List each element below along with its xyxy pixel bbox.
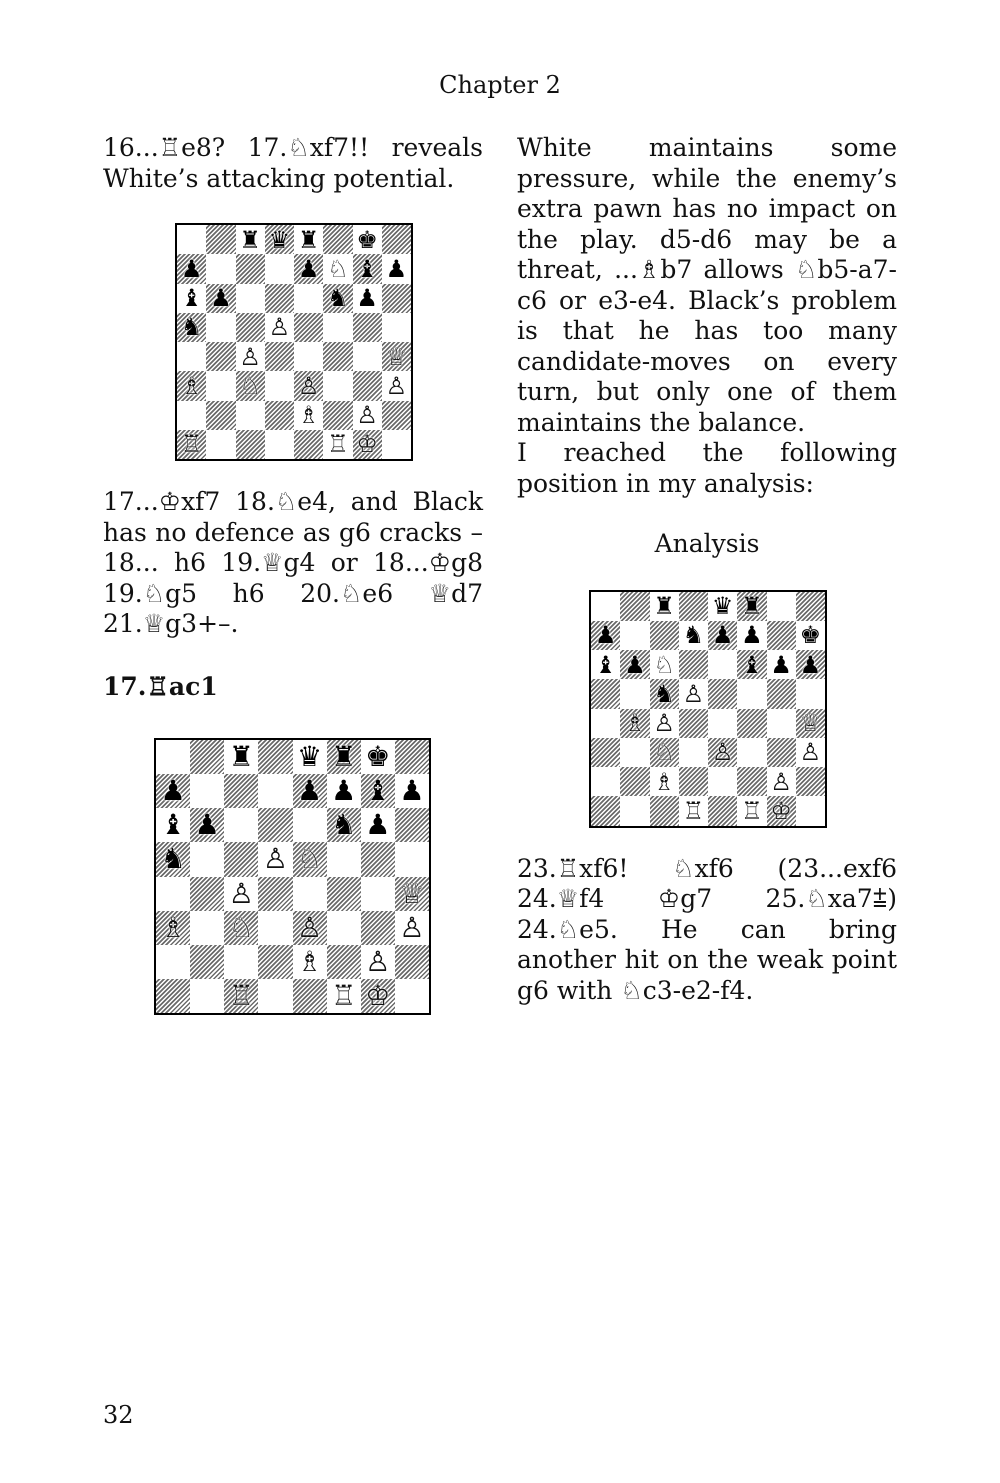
black-knight-icon: ♞ [331, 808, 357, 842]
white-knight-icon: ♘ [228, 910, 254, 944]
square-d1 [258, 979, 292, 1013]
square-a8 [591, 592, 620, 621]
square-g4 [361, 877, 395, 911]
square-e3 [294, 371, 323, 400]
black-rook-icon: ♜ [741, 592, 763, 621]
right-paragraph-2: I reached the following position in my analysis: [517, 438, 897, 498]
square-g5 [767, 679, 796, 708]
square-a4 [156, 877, 190, 911]
square-g4 [353, 342, 382, 371]
square-g2 [361, 945, 395, 979]
black-bishop-icon: ♝ [594, 650, 617, 679]
black-bishop-icon: ♝ [741, 650, 763, 679]
square-a1 [177, 430, 206, 459]
square-b1 [190, 979, 224, 1013]
square-a7 [591, 621, 620, 650]
white-pawn-icon: ♙ [711, 738, 734, 767]
black-knight-icon: ♞ [653, 679, 675, 708]
square-h5 [395, 842, 429, 876]
square-b4 [206, 342, 235, 371]
square-d7 [258, 774, 292, 808]
square-d3 [258, 911, 292, 945]
square-d4 [679, 709, 708, 738]
white-pawn-icon: ♙ [399, 910, 425, 944]
white-rook-icon: ♖ [327, 430, 349, 459]
square-e6 [294, 284, 323, 313]
square-b8 [206, 225, 235, 254]
square-f8 [323, 225, 352, 254]
square-f8 [737, 592, 766, 621]
square-a3 [177, 371, 206, 400]
left-paragraph-1: 16...♖e8? 17.♘xf7!! reveals White’s attacking potential. [103, 133, 483, 193]
square-f3 [327, 911, 361, 945]
square-b2 [190, 945, 224, 979]
square-g7 [361, 774, 395, 808]
square-e8 [293, 740, 327, 774]
black-rook-icon: ♜ [331, 740, 357, 774]
white-rook-icon: ♖ [682, 796, 705, 825]
black-bishop-icon: ♝ [180, 284, 203, 313]
square-d2 [265, 401, 294, 430]
white-knight-icon: ♘ [239, 371, 261, 400]
white-pawn-icon: ♙ [385, 371, 408, 400]
square-a6 [177, 284, 206, 313]
black-queen-icon: ♛ [268, 225, 291, 254]
square-e3 [708, 738, 737, 767]
white-pawn-icon: ♙ [653, 709, 675, 738]
white-pawn-icon: ♙ [239, 342, 261, 371]
square-a3 [591, 738, 620, 767]
square-g1 [361, 979, 395, 1013]
square-d2 [679, 767, 708, 796]
square-e2 [708, 767, 737, 796]
square-f4 [737, 709, 766, 738]
black-pawn-icon: ♟ [711, 621, 734, 650]
black-pawn-icon: ♟ [399, 774, 425, 808]
black-queen-icon: ♛ [297, 740, 323, 774]
square-c3 [236, 371, 265, 400]
white-knight-icon: ♘ [653, 650, 675, 679]
square-f7 [327, 774, 361, 808]
white-bishop-icon: ♗ [160, 910, 186, 944]
square-d8 [679, 592, 708, 621]
black-rook-icon: ♜ [239, 225, 261, 254]
square-b6 [620, 650, 649, 679]
square-b1 [620, 796, 649, 825]
square-h1 [395, 979, 429, 1013]
square-g7 [353, 254, 382, 283]
black-king-icon: ♚ [799, 621, 822, 650]
square-f6 [323, 284, 352, 313]
square-h4 [382, 342, 411, 371]
square-b5 [206, 313, 235, 342]
square-g5 [361, 842, 395, 876]
square-d5 [679, 679, 708, 708]
white-pawn-icon: ♙ [682, 679, 705, 708]
square-h1 [382, 430, 411, 459]
square-d1 [265, 430, 294, 459]
square-f8 [327, 740, 361, 774]
square-a8 [156, 740, 190, 774]
black-pawn-icon: ♟ [594, 621, 617, 650]
square-d1 [679, 796, 708, 825]
square-h5 [382, 313, 411, 342]
square-c4 [236, 342, 265, 371]
square-a2 [177, 401, 206, 430]
chess-diagram-3 [589, 590, 827, 828]
left-paragraph-2: 17...♔xf7 18.♘e4, and Black has no defence as g6 cracks – 18... h6 19.♕g4 or 18...♔g8 19.♘g5 h6 20.♘e6 ♕d7 21.♕g3+–. [103, 487, 483, 638]
black-rook-icon: ♜ [297, 225, 320, 254]
white-bishop-icon: ♗ [653, 767, 675, 796]
square-e7 [294, 254, 323, 283]
square-e4 [708, 709, 737, 738]
square-f7 [737, 621, 766, 650]
black-pawn-icon: ♟ [741, 621, 763, 650]
page-number: 32 [103, 1401, 134, 1429]
square-a4 [177, 342, 206, 371]
black-pawn-icon: ♟ [356, 284, 378, 313]
square-c2 [236, 401, 265, 430]
square-e6 [293, 808, 327, 842]
square-b1 [206, 430, 235, 459]
square-c8 [224, 740, 258, 774]
square-c8 [236, 225, 265, 254]
square-f2 [737, 767, 766, 796]
move-heading: 17.♖ac1 [103, 671, 218, 701]
square-h6 [382, 284, 411, 313]
black-knight-icon: ♞ [682, 621, 705, 650]
square-h1 [796, 796, 825, 825]
black-bishop-icon: ♝ [160, 808, 186, 842]
white-pawn-icon: ♙ [262, 842, 288, 876]
black-pawn-icon: ♟ [624, 650, 646, 679]
square-e1 [294, 430, 323, 459]
square-f1 [327, 979, 361, 1013]
square-f4 [323, 342, 352, 371]
square-h7 [395, 774, 429, 808]
black-bishop-icon: ♝ [365, 774, 391, 808]
black-pawn-icon: ♟ [160, 774, 186, 808]
square-e4 [293, 877, 327, 911]
square-g1 [353, 430, 382, 459]
square-a5 [156, 842, 190, 876]
square-e7 [708, 621, 737, 650]
square-e8 [708, 592, 737, 621]
square-a4 [591, 709, 620, 738]
square-c6 [224, 808, 258, 842]
square-b3 [190, 911, 224, 945]
square-c1 [224, 979, 258, 1013]
square-g3 [353, 371, 382, 400]
chess-diagram-2 [154, 738, 431, 1015]
square-h8 [395, 740, 429, 774]
white-rook-icon: ♖ [228, 978, 254, 1012]
square-g8 [767, 592, 796, 621]
square-b5 [620, 679, 649, 708]
square-h3 [796, 738, 825, 767]
white-queen-icon: ♕ [385, 342, 408, 371]
white-knight-icon: ♘ [327, 254, 349, 283]
white-king-icon: ♔ [770, 796, 792, 825]
square-e1 [293, 979, 327, 1013]
white-bishop-icon: ♗ [297, 401, 320, 430]
square-e2 [293, 945, 327, 979]
square-g2 [353, 401, 382, 430]
square-d6 [679, 650, 708, 679]
square-d7 [265, 254, 294, 283]
white-pawn-icon: ♙ [799, 738, 822, 767]
white-bishop-icon: ♗ [180, 371, 203, 400]
black-rook-icon: ♜ [228, 740, 254, 774]
square-g3 [767, 738, 796, 767]
white-pawn-icon: ♙ [268, 313, 291, 342]
black-knight-icon: ♞ [180, 313, 203, 342]
white-queen-icon: ♕ [399, 876, 425, 910]
square-a1 [156, 979, 190, 1013]
square-g1 [767, 796, 796, 825]
square-d5 [258, 842, 292, 876]
white-king-icon: ♔ [365, 978, 391, 1012]
square-a7 [177, 254, 206, 283]
square-h3 [395, 911, 429, 945]
square-b7 [620, 621, 649, 650]
square-e5 [708, 679, 737, 708]
square-c6 [650, 650, 679, 679]
square-a8 [177, 225, 206, 254]
square-b4 [190, 877, 224, 911]
square-f2 [323, 401, 352, 430]
square-a5 [177, 313, 206, 342]
square-h5 [796, 679, 825, 708]
square-b3 [206, 371, 235, 400]
right-column [517, 133, 897, 1006]
square-f5 [323, 313, 352, 342]
square-f6 [737, 650, 766, 679]
square-g6 [361, 808, 395, 842]
right-paragraph-1: White maintains some pressure, while the enemy’s extra pawn has no impact on the play. d5-d6 may be a threat, ...♗b7 allows ♘b5-a7-c6 or e3-e4. Black’s problem is that he has too many candidate-moves on every turn, but only one of them maintains the balance. [517, 133, 897, 437]
square-d6 [258, 808, 292, 842]
square-g7 [767, 621, 796, 650]
square-b8 [190, 740, 224, 774]
square-h7 [382, 254, 411, 283]
white-knight-icon: ♘ [653, 738, 675, 767]
square-f7 [323, 254, 352, 283]
square-c3 [224, 911, 258, 945]
white-pawn-icon: ♙ [297, 371, 320, 400]
black-knight-icon: ♞ [327, 284, 349, 313]
square-h6 [395, 808, 429, 842]
square-c5 [236, 313, 265, 342]
square-c3 [650, 738, 679, 767]
square-f6 [327, 808, 361, 842]
black-pawn-icon: ♟ [770, 650, 792, 679]
square-d4 [265, 342, 294, 371]
square-d2 [258, 945, 292, 979]
square-b6 [190, 808, 224, 842]
square-d3 [679, 738, 708, 767]
square-e2 [294, 401, 323, 430]
black-pawn-icon: ♟ [180, 254, 203, 283]
square-e8 [294, 225, 323, 254]
square-h8 [382, 225, 411, 254]
white-pawn-icon: ♙ [365, 944, 391, 978]
square-e5 [294, 313, 323, 342]
square-g6 [767, 650, 796, 679]
square-c1 [236, 430, 265, 459]
right-paragraph-3: 23.♖xf6! ♘xf6 (23...exf6 24.♕f4 ♔g7 25.♘xa7⩲) 24.♘e5. He can bring another hit on the weak point g6 with ♘c3-e2-f4. [517, 853, 897, 1005]
square-g5 [353, 313, 382, 342]
square-b4 [620, 709, 649, 738]
square-g4 [767, 709, 796, 738]
white-pawn-icon: ♙ [297, 910, 323, 944]
square-b7 [190, 774, 224, 808]
left-column [103, 133, 483, 1015]
square-c2 [224, 945, 258, 979]
square-c7 [224, 774, 258, 808]
square-e1 [708, 796, 737, 825]
square-g2 [767, 767, 796, 796]
square-h2 [382, 401, 411, 430]
square-g8 [353, 225, 382, 254]
square-d5 [265, 313, 294, 342]
black-pawn-icon: ♟ [331, 774, 357, 808]
black-pawn-icon: ♟ [210, 284, 232, 313]
running-header: Chapter 2 [439, 71, 561, 99]
square-e3 [293, 911, 327, 945]
square-d8 [265, 225, 294, 254]
white-pawn-icon: ♙ [228, 876, 254, 910]
black-pawn-icon: ♟ [365, 808, 391, 842]
black-king-icon: ♚ [365, 740, 391, 774]
white-rook-icon: ♖ [741, 796, 763, 825]
analysis-caption: Analysis [654, 529, 760, 558]
square-c7 [650, 621, 679, 650]
square-f2 [327, 945, 361, 979]
square-c4 [650, 709, 679, 738]
white-pawn-icon: ♙ [770, 767, 792, 796]
black-pawn-icon: ♟ [385, 254, 408, 283]
square-e4 [294, 342, 323, 371]
white-rook-icon: ♖ [331, 978, 357, 1012]
square-c5 [650, 679, 679, 708]
square-f1 [737, 796, 766, 825]
white-knight-icon: ♘ [297, 842, 323, 876]
square-d7 [679, 621, 708, 650]
square-f1 [323, 430, 352, 459]
square-c8 [650, 592, 679, 621]
square-a2 [591, 767, 620, 796]
square-a7 [156, 774, 190, 808]
square-f3 [737, 738, 766, 767]
square-h2 [796, 767, 825, 796]
square-d4 [258, 877, 292, 911]
square-h4 [395, 877, 429, 911]
square-b5 [190, 842, 224, 876]
square-a6 [156, 808, 190, 842]
square-e6 [708, 650, 737, 679]
square-a3 [156, 911, 190, 945]
square-f3 [323, 371, 352, 400]
square-b2 [206, 401, 235, 430]
black-rook-icon: ♜ [653, 592, 675, 621]
square-c7 [236, 254, 265, 283]
square-h3 [382, 371, 411, 400]
square-c2 [650, 767, 679, 796]
square-g3 [361, 911, 395, 945]
square-a1 [591, 796, 620, 825]
square-e7 [293, 774, 327, 808]
square-b2 [620, 767, 649, 796]
chess-diagram-1 [175, 223, 413, 461]
square-c1 [650, 796, 679, 825]
square-b7 [206, 254, 235, 283]
black-queen-icon: ♛ [711, 592, 734, 621]
square-d6 [265, 284, 294, 313]
white-bishop-icon: ♗ [297, 944, 323, 978]
square-d3 [265, 371, 294, 400]
square-e5 [293, 842, 327, 876]
black-pawn-icon: ♟ [297, 774, 323, 808]
square-f4 [327, 877, 361, 911]
square-c4 [224, 877, 258, 911]
black-pawn-icon: ♟ [799, 650, 822, 679]
black-king-icon: ♚ [356, 225, 378, 254]
square-c6 [236, 284, 265, 313]
square-h6 [796, 650, 825, 679]
square-a5 [591, 679, 620, 708]
square-c5 [224, 842, 258, 876]
square-g6 [353, 284, 382, 313]
black-pawn-icon: ♟ [194, 808, 220, 842]
square-g8 [361, 740, 395, 774]
square-a6 [591, 650, 620, 679]
square-h7 [796, 621, 825, 650]
white-pawn-icon: ♙ [356, 401, 378, 430]
white-king-icon: ♔ [356, 430, 378, 459]
white-rook-icon: ♖ [180, 430, 203, 459]
square-h8 [796, 592, 825, 621]
square-b8 [620, 592, 649, 621]
square-b3 [620, 738, 649, 767]
black-pawn-icon: ♟ [297, 254, 320, 283]
black-knight-icon: ♞ [160, 842, 186, 876]
square-f5 [327, 842, 361, 876]
square-a2 [156, 945, 190, 979]
square-h4 [796, 709, 825, 738]
square-f5 [737, 679, 766, 708]
square-b6 [206, 284, 235, 313]
white-queen-icon: ♕ [799, 709, 822, 738]
square-h2 [395, 945, 429, 979]
square-d8 [258, 740, 292, 774]
white-bishop-icon: ♗ [624, 709, 646, 738]
black-bishop-icon: ♝ [356, 254, 378, 283]
